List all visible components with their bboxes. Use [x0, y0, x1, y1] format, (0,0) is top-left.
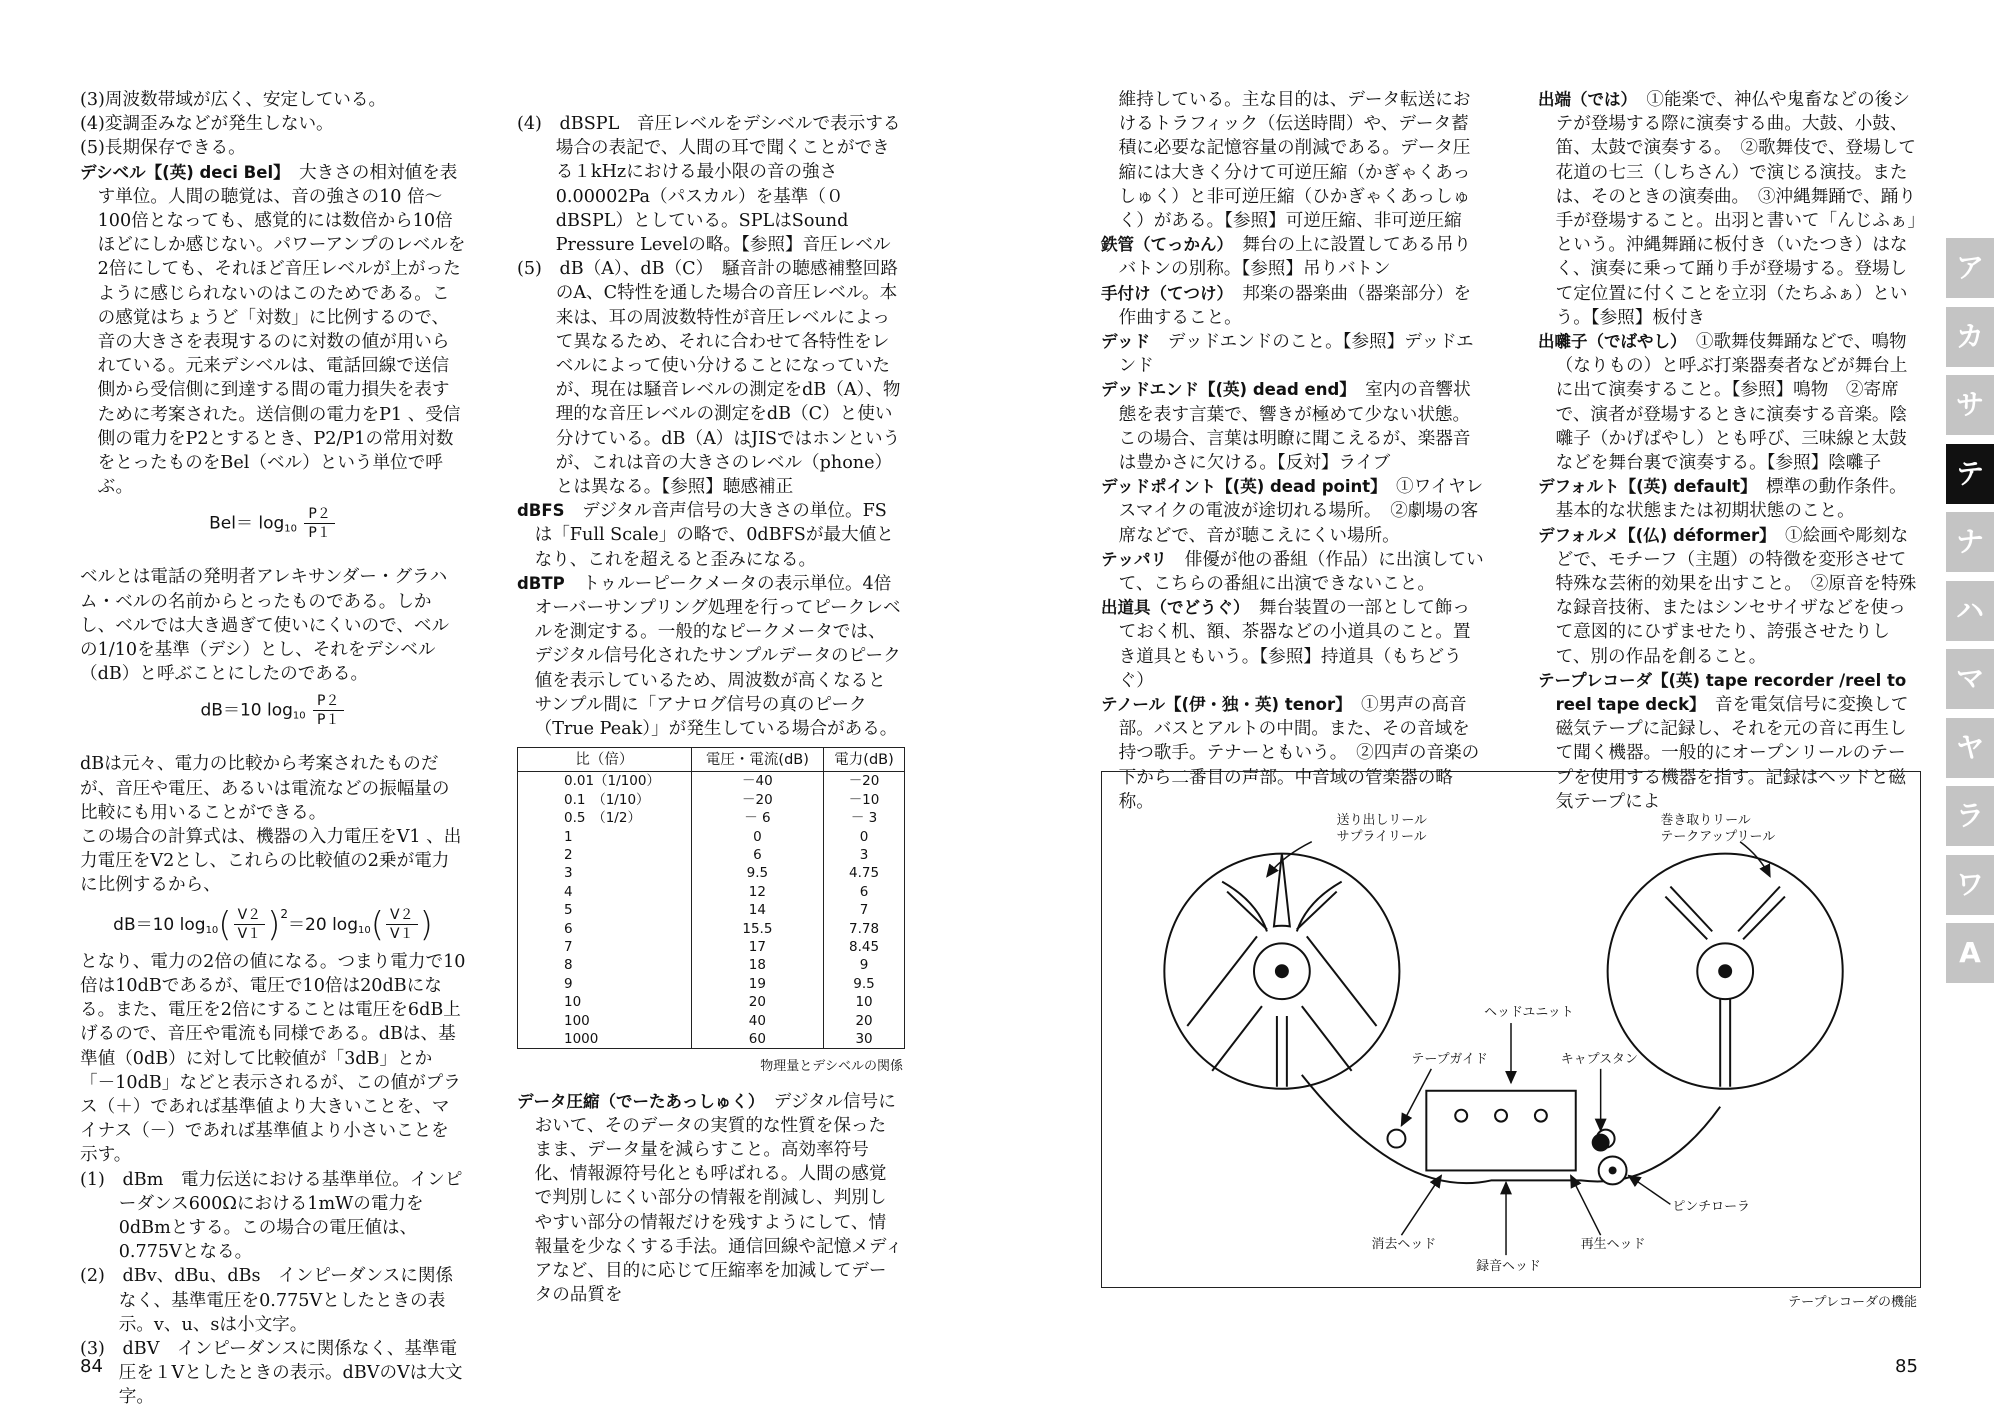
entry-headword: 出端（では）: [1538, 90, 1629, 109]
table-cell: 14: [691, 901, 823, 919]
label-play-head: 再生ヘッド: [1580, 1237, 1646, 1253]
entry-body: 標準の動作条件。基本的な状態または初期状態のこと。: [1555, 477, 1907, 522]
entry-headword: デッド: [1101, 332, 1151, 352]
table-cell: 100: [518, 1012, 692, 1030]
left-column-2: [517, 88, 903, 1307]
table-cell: 6: [691, 846, 823, 864]
right-column-2: [1538, 88, 1918, 814]
table-row: [518, 901, 905, 919]
dictionary-entry: [1101, 330, 1485, 378]
table-cell: 6: [518, 920, 692, 938]
index-tab: A: [1946, 923, 1994, 983]
table-cell: 4.75: [824, 864, 905, 882]
index-tab: マ: [1946, 649, 1994, 709]
table-cell: 2: [518, 846, 692, 864]
table-cell: 6: [824, 883, 905, 901]
entry-headword: デフォルト【(英) default】: [1538, 477, 1749, 497]
list-item: (3)周波数帯域が広く、安定している。: [80, 90, 387, 110]
entry-headword: 手付け（てつけ）: [1101, 283, 1225, 303]
table-cell: 8: [518, 956, 692, 974]
entry-body: 大きさの相対値を表す単位。人間の聴覚は、音の強さの10 倍～100倍となっても、感覚的には数倍から10倍ほどにしか感じない。パワーアンプのレベルを2倍にしても、それほど音圧レベルが上がったように感じられないのはこのためである。この感覚はちょうど「対数」に比例するので、音の大きさを表現するのに対数の値が用いられている。元来デシベルは、電話回線で送信側から受信側に到達する間の電力損失を表すために考案された。送信側の電力をP1 、受信側の電力をP2とするとき、P2/P1の常用対数をとったものをBel（ベル）という単位で呼ぶ。: [97, 162, 466, 498]
table-cell: 1: [518, 828, 692, 846]
dictionary-entry: [1538, 475, 1918, 523]
table-cell: 9.5: [824, 975, 905, 993]
table-header: 比（倍）: [518, 748, 692, 772]
table-cell: －20: [824, 772, 905, 791]
formula-voltage: dB＝10 log10( $\frac{V2}{V1}$ )$^2$＝20 log10( $\frac{V2}{V1}$ ): [113, 904, 433, 945]
table-row: [518, 772, 905, 791]
index-tab: ラ: [1946, 786, 1994, 846]
entry-headword: 出道具（でどうぐ）: [1101, 598, 1242, 618]
table-cell: 40: [691, 1012, 823, 1030]
right-column-1: [1101, 88, 1485, 814]
index-tab: ハ: [1946, 581, 1994, 641]
table-cell: 18: [691, 956, 823, 974]
figure-caption: テープレコーダの機能: [1788, 1295, 1917, 1310]
entry-body: となり、電力の2倍の値になる。つまり電力で10倍は10dBであるが、電圧で10倍は20dBになる。また、電圧を2倍にすることは電圧を6dB上げるので、音圧や電流も同様である。dBは、基準値（0dB）に対して比較値が「3dB」とか「－10dB」などと表示されるが、この値がプラス（＋）であれば基準値より大きいことを、マイナス（－）であれば基準値より小さいことを示す。: [80, 951, 466, 1166]
label-erase-head: 消去ヘッド: [1371, 1237, 1437, 1253]
entry-headword: 鉄管（てっかん）: [1101, 235, 1225, 255]
table-row: [518, 920, 905, 938]
tape-guide-left: [1387, 1130, 1405, 1148]
dictionary-entry: [1101, 282, 1485, 330]
table-cell: 4: [518, 883, 692, 901]
entry-body: dBは元々、電力の比較から考案されたものだが、音圧や電圧、あるいは電流などの振幅量の比較にも用いることができる。: [80, 754, 450, 823]
takeup-reel: [1608, 854, 1843, 1089]
table-cell: 9: [824, 956, 905, 974]
list-item: (4) dBSPL 音圧レベルをデシベルで表示する場合の表記で、人間の耳で聞くことができる１kHzにおける最小限の音の強さ0.00002Pa（パスカル）を基準（０dBSPL）としている。SPLはSound Pressure Levelの略。【参照】音圧レベル: [517, 114, 901, 256]
entry-body: ①歌舞伎舞踊などで、鳴物（なりもの）と呼ぶ打楽器奏者などが舞台上に出て演奏すること。【参照】鳴物 ②寄席で、演者が登場するときに演奏する音楽。陰囃子（かげばやし）とも呼び、三味線と太鼓などを舞台裏で演奏する。【参照】陰囃子: [1555, 332, 1908, 474]
table-cell: 15.5: [691, 920, 823, 938]
dictionary-entry: [1101, 475, 1485, 548]
table-row: [518, 883, 905, 901]
table-cell: 0: [691, 828, 823, 846]
entry-body: 室内の音響状態を表す言葉で、響きが極めて少ない状態。この場合、言葉は明瞭に聞こえるが、楽器音は豊かさに欠ける。【反対】ライブ: [1118, 380, 1471, 474]
entry-body: 舞台の上に設置してある吊りバトンの別称。【参照】吊りバトン: [1118, 235, 1472, 280]
table-row: [518, 809, 905, 827]
list-item: (5) dB（A）、dB（C） 騒音計の聴感補整回路のA、C特性を通した場合の音圧レベル。本来は、耳の周波数特性が音圧レベルによって異なるため、それに合わせて各特性をレベルによって使い分けることになっていたが、現在は騒音レベルの測定をdB（A）、物理的な音圧レベルの測定をdB（C）と使い分けている。dB（A）はJISではホンというが、これは音の大きさのレベル（phone）とは異なる。【参照】聴感補正: [517, 259, 901, 498]
table-cell: 9: [518, 975, 692, 993]
table-cell: 5: [518, 901, 692, 919]
table-cell: 17: [691, 938, 823, 956]
list-item: (1) dBm 電力伝送における基準単位。インピーダンス600Ωにおける1mWの電力を0dBmとする。この場合の電圧値は、0.775Vとなる。: [80, 1169, 463, 1263]
index-tabs: [1946, 238, 1994, 992]
table-cell: 30: [824, 1030, 905, 1049]
formula-bel: Bel＝ log10 $\frac{P2}{P1}$: [80, 505, 466, 559]
entry-headword: テープレコーダ【(英) tape recorder /reel to reel tape deck】: [1538, 670, 1907, 715]
table-cell: 60: [691, 1030, 823, 1049]
table-cell: －20: [691, 791, 823, 809]
index-tab: ナ: [1946, 512, 1994, 572]
table-row: [518, 791, 905, 809]
entry-dbfs: dBFS デジタル音声信号の大きさの単位。FSは「Full Scale」の略で、0dBFSが最大値となり、これを超えると歪みになる。: [517, 501, 894, 570]
index-tab: サ: [1946, 375, 1994, 435]
table-cell: －40: [691, 772, 823, 791]
table-row: [518, 846, 905, 864]
table-cell: 10: [824, 993, 905, 1011]
table-cell: 3: [518, 864, 692, 882]
index-tab: カ: [1946, 307, 1994, 367]
entry-body: ①ワイヤレスマイクの電波が途切れる場所。 ②劇場の客席などで、音が聴こえにくい場所。: [1118, 477, 1484, 546]
capstan: [1592, 1134, 1610, 1152]
entry-body: この場合の計算式は、機器の入力電圧をV1 、出力電圧をV2とし、これらの比較値の2乗が電力に比例するから、: [80, 827, 462, 896]
entry-body: ①男声の高音部。バスとアルトの中間。また、その音域を持つ歌手。テナーともいう。 ②四声の音楽の下から二番目の声部。中音域の管楽器の略称。: [1118, 695, 1480, 812]
entry-headword: テノール【(伊・独・英) tenor】: [1101, 695, 1344, 715]
decibel-table: [517, 747, 905, 1049]
dictionary-entry: [1101, 378, 1485, 475]
table-cell: 7: [518, 938, 692, 956]
table-cell: 0.5 （1/2）: [518, 809, 692, 827]
head-unit: [1426, 1091, 1575, 1171]
table-cell: 0.01（1/100）: [518, 772, 692, 791]
entry-dbtp: dBTP トゥルーピークメータの表示単位。4倍オーバーサンプリング処理を行ってピークレベルを測定する。一般的なピークメータでは、デジタル信号化されたサンプルデータのピーク値を表示しているため、周波数が高くなるとサンプル間に「アナログ信号の真のピーク（True Peak）」が発生している場合がある。: [517, 573, 901, 740]
dictionary-entry: [1538, 88, 1918, 330]
entry-headword: 出囃子（でばやし）: [1538, 332, 1679, 352]
dictionary-entry: [1101, 233, 1485, 281]
table-cell: 9.5: [691, 864, 823, 882]
entry-body: 音を電気信号に変換して磁気テープに記録し、それを元の音に再生して聞く機器。一般的にオープンリールのテープを使用する機器を指す。記録はヘッドと磁気テープによ: [1555, 695, 1909, 812]
label-head-unit: ヘッドユニット: [1484, 1005, 1574, 1021]
entry-headword: デフォルメ【(仏) déformer】: [1538, 525, 1768, 545]
label-pinch-roller: ピンチローラ: [1672, 1199, 1751, 1215]
table-cell: 20: [691, 993, 823, 1011]
entry-data-compression: データ圧縮（でーたあっしゅく） デジタル信号において、そのデータの実質的な性質を保ったまま、データ量を減らすこと。高効率符号化、情報源符号化とも呼ばれる。人間の感覚で判別しにくい部分の情報を削減し、判別しやすい部分の情報だけを残すようにして、情報量を少なくする手法。通信回線や記憶メディアなど、目的に応じて圧縮率を加減してデータの品質を: [517, 1091, 903, 1306]
table-cell: －10: [824, 791, 905, 809]
table-cell: 12: [691, 883, 823, 901]
dictionary-entry: [1101, 548, 1485, 596]
label-takeup-reel: 巻き取りリールテークアップリール: [1660, 812, 1776, 845]
formula-db: dB＝10 log10 $\frac{P2}{P1}$: [80, 692, 466, 746]
list-item: (3) dBV インピーダンスに関係なく、基準電圧を１Vとしたときの表示。dBVのVは大文字。: [80, 1338, 463, 1408]
label-tape-guide: テープガイド: [1411, 1051, 1488, 1067]
table-row: [518, 1012, 905, 1030]
entry-body: ①絵画や彫刻などで、モチーフ（主題）の特徴を変形させて特殊な芸術的効果を出すこと。 ②原音を特殊な録音技術、またはシンセサイザなどを使って意図的にひずませたり、誇張させたりして、別の作品を創ること。: [1555, 525, 1917, 667]
table-cell: 0: [824, 828, 905, 846]
table-cell: 8.45: [824, 938, 905, 956]
dictionary-entry: [1538, 330, 1918, 475]
entry-body: ①能楽で、神仏や鬼畜などの後シテが登場する際に演奏する曲。大鼓、小鼓、笛、太鼓で演奏する。 ②歌舞伎で、登場して花道の七三（しちさん）で演じる演技。または、そのときの演奏曲。 ③沖縄舞踊で、踊り手が登場すること。出羽と書いて「んじふぁ」という。沖縄舞踊に板付き（いたつき）はなく、演奏に乗って踊り手が登場する。登場して定位置に付くことを立羽（たちふぁ）という。【参照】板付き: [1555, 90, 1917, 328]
table-cell: 19: [691, 975, 823, 993]
table-row: [518, 864, 905, 882]
tape-recorder-diagram: [1101, 771, 1921, 1288]
entry-body: 俳優が他の番組（作品）に出演していて、こちらの番組に出演できないこと。: [1118, 549, 1484, 595]
dictionary-entry: [1538, 524, 1918, 669]
entry-body: 維持している。主な目的は、データ転送におけるトラフィック（伝送時間）や、データ蓄積に必要な記憶容量の削減である。データ圧縮には大きく分けて可逆圧縮（かぎゃくあっしゅく）と非可逆圧縮（ひかぎゃくあっしゅく）がある。【参照】可逆圧縮、非可逆圧縮: [1118, 90, 1471, 232]
table-cell: 10: [518, 993, 692, 1011]
left-column-1: [80, 88, 466, 1410]
index-tab: ワ: [1946, 855, 1994, 915]
entry-body: 邦楽の器楽曲（器楽部分）を作曲すること。: [1118, 283, 1472, 328]
list-item: (4)変調歪みなどが発生しない。: [80, 114, 334, 135]
table-cell: 3: [824, 846, 905, 864]
entry-body: 舞台装置の一部として飾っておく机、額、茶器などの小道具のこと。置き道具ともいう。【参照】持道具（もちどうぐ）: [1118, 598, 1471, 691]
supply-reel: [1164, 854, 1399, 1089]
page-number-right: 85: [1895, 1356, 1918, 1377]
label-supply-reel: 送り出しリールサプライリール: [1336, 812, 1427, 845]
list-item: (5)長期保存できる。: [80, 138, 246, 159]
label-capstan: キャプスタン: [1560, 1051, 1638, 1067]
table-cell: 0.1 （1/10）: [518, 791, 692, 809]
entry-body: ベルとは電話の発明者アレキサンダー・グラハム・ベルの名前からとったものである。しかし、ベルでは大き過ぎて使いにくいので、ベルの1/10を基準（デシ）とし、それをデシベル（dB）と呼ぶことにしたのである。: [80, 567, 450, 685]
table-cell: 1000: [518, 1030, 692, 1049]
table-row: [518, 975, 905, 993]
table-cell: － 6: [691, 809, 823, 827]
table-row: [518, 938, 905, 956]
table-header: 電力(dB): [824, 748, 905, 772]
table-cell: － 3: [824, 809, 905, 827]
table-caption: 物理量とデシベルの関係: [760, 1059, 903, 1075]
table-row: [518, 956, 905, 974]
table-row: [518, 993, 905, 1011]
table-row: [518, 1030, 905, 1049]
entry-headword: デシベル【(英) deci Bel】: [80, 162, 282, 182]
entry-body: デッドエンドのこと。【参照】デッドエンド: [1118, 332, 1474, 377]
index-tab: ア: [1946, 238, 1994, 298]
entry-headword: デッドポイント【(英) dead point】: [1101, 477, 1379, 497]
dictionary-entry: [1101, 596, 1485, 693]
entry-headword: デッドエンド【(英) dead end】: [1101, 380, 1348, 400]
table-cell: 7.78: [824, 920, 905, 938]
list-item: (2) dBv、dBu、dBs インピーダンスに関係なく、基準電圧を0.775Vとしたときの表示。v、u、sは小文字。: [80, 1266, 454, 1335]
index-tab: テ: [1946, 444, 1994, 504]
label-rec-head: 録音ヘッド: [1476, 1259, 1541, 1275]
table-cell: 20: [824, 1012, 905, 1030]
table-header: 電圧・電流(dB): [691, 748, 823, 772]
table-cell: 7: [824, 901, 905, 919]
entry-headword: テッパリ: [1101, 549, 1167, 569]
entry-decibel: [80, 161, 466, 500]
index-tab: ヤ: [1946, 718, 1994, 778]
table-row: [518, 828, 905, 846]
page-number-left: 84: [80, 1356, 103, 1377]
